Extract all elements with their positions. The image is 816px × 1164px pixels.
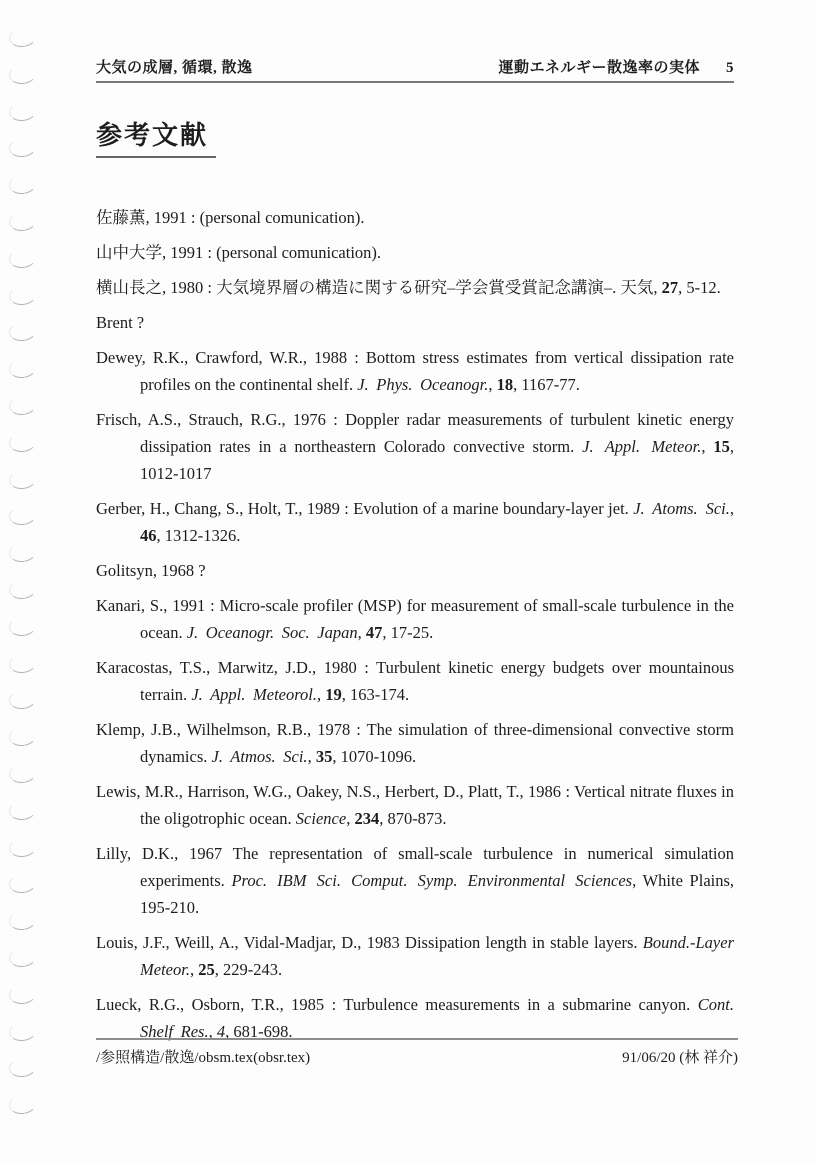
reference-segment: 27	[661, 278, 679, 297]
reference-segment: Lueck, R.G., Osborn, T.R., 1985 : Turbulence measurements in a submarine canyon.	[96, 995, 698, 1014]
binding-hole-mark	[8, 505, 37, 527]
reference-segment: 35	[315, 747, 333, 766]
reference-segment: 横山長之, 1980 : 大気境界層の構造に関する研究–学会賞受賞記念講演–. 天気,	[96, 278, 662, 297]
reference-segment: , 229-243.	[214, 960, 283, 979]
reference-segment: J. Appl. Meteorol.	[191, 685, 317, 704]
binding-hole-mark	[8, 284, 37, 306]
reference-segment: J. Phys. Oceanogr.	[357, 375, 489, 394]
header-running-title-left: 大気の成層, 循環, 散逸	[96, 60, 253, 76]
reference-segment: Kanari, S., 1991 : Micro-scale profiler (MSP) for measurement of small-scale turbulence in the ocean.	[96, 596, 734, 642]
reference-segment: , 870-873.	[379, 809, 447, 828]
reference-segment: 25	[198, 960, 215, 979]
reference-entry	[96, 204, 734, 231]
binding-hole-mark	[8, 211, 37, 233]
reference-entry	[96, 309, 734, 336]
reference-segment: Gerber, H., Chang, S., Holt, T., 1989 : Evolution of a marine boundary-layer jet.	[96, 499, 634, 518]
reference-segment: ,	[317, 685, 326, 704]
binding-hole-mark	[8, 395, 37, 417]
reference-segment: ,	[307, 747, 316, 766]
header-running-title-right: 運動エネルギー散逸率の実体	[498, 60, 700, 76]
reference-segment: , 1012-1017	[140, 437, 734, 483]
reference-segment: Lilly, D.K., 1967 The representation of small-scale turbulence in numerical simulation experiments.	[96, 844, 734, 890]
footer-date-author: 91/06/20 (林 祥介)	[622, 1050, 738, 1066]
spiral-binding	[0, 0, 50, 1164]
reference-segment: Lewis, M.R., Harrison, W.G., Oakey, N.S., Herbert, D., Platt, T., 1986 : Vertical nitrate fluxes in the oligotrophic ocean.	[96, 782, 734, 828]
binding-hole-mark	[8, 799, 37, 821]
reference-segment: Louis, J.F., Weill, A., Vidal-Madjar, D., 1983 Dissipation length in stable layers.	[96, 933, 643, 952]
reference-segment: 18	[496, 375, 514, 394]
binding-hole-mark	[8, 27, 37, 49]
reference-entry	[96, 592, 734, 646]
reference-entry	[96, 406, 734, 487]
reference-segment: 山中大学, 1991 : (personal comunication).	[96, 243, 382, 262]
binding-hole-mark	[8, 431, 37, 453]
binding-hole-mark	[8, 247, 37, 269]
binding-hole-mark	[8, 763, 37, 785]
binding-hole-mark	[8, 63, 37, 85]
reference-entry	[96, 239, 734, 266]
binding-hole-mark	[8, 100, 37, 122]
binding-hole-mark	[8, 873, 37, 895]
reference-segment: , 5-12.	[678, 278, 721, 297]
section-title: 参考文献	[96, 115, 216, 158]
page-number: 5	[726, 60, 734, 76]
reference-segment: J. Atmos. Sci.	[211, 747, 308, 766]
reference-list	[96, 204, 734, 1045]
reference-segment: Proc. IBM Sci. Comput. Symp. Environmental Sciences	[231, 871, 633, 890]
page-header	[96, 56, 734, 83]
reference-segment: ,	[189, 960, 199, 979]
binding-hole-mark	[8, 1020, 37, 1042]
reference-segment: , 1167-77.	[513, 375, 580, 394]
reference-segment: Science	[295, 809, 347, 828]
reference-segment: , 17-25.	[382, 623, 434, 642]
binding-hole-mark	[8, 358, 37, 380]
reference-segment: , 1070-1096.	[332, 747, 417, 766]
binding-hole-mark	[8, 910, 37, 932]
binding-hole-mark	[8, 947, 37, 969]
binding-hole-mark	[8, 615, 37, 637]
reference-segment: 46	[140, 526, 157, 545]
reference-entry	[96, 495, 734, 549]
reference-entry	[96, 557, 734, 584]
reference-segment: J. Oceanogr. Soc. Japan	[186, 623, 358, 642]
reference-segment: ,	[701, 437, 714, 456]
header-right-group	[498, 56, 734, 77]
binding-hole-mark	[8, 321, 37, 343]
reference-entry	[96, 654, 734, 708]
reference-segment: , 1312-1326.	[156, 526, 241, 545]
binding-hole-mark	[8, 1094, 37, 1116]
reference-segment: J. Appl. Meteor.	[582, 437, 702, 456]
binding-hole-mark	[8, 579, 37, 601]
binding-hole-mark	[8, 468, 37, 490]
binding-hole-mark	[8, 836, 37, 858]
reference-segment: 佐藤薫, 1991 : (personal comunication).	[96, 208, 365, 227]
reference-entry	[96, 274, 734, 301]
reference-entry	[96, 778, 734, 832]
reference-segment: J. Atoms. Sci.	[633, 499, 730, 518]
reference-segment: ,	[729, 499, 734, 518]
binding-hole-mark	[8, 174, 37, 196]
page-content	[96, 0, 734, 1053]
reference-segment: Frisch, A.S., Strauch, R.G., 1976 : Doppler radar measurements of turbulent kinetic energy dissipation rates in a northeastern Colorado convective storm.	[96, 410, 734, 456]
reference-entry	[96, 840, 734, 921]
reference-segment: , 163-174.	[341, 685, 410, 704]
binding-hole-mark	[8, 726, 37, 748]
reference-segment: 4	[216, 1022, 226, 1041]
reference-segment: Bound.-Layer Meteor.	[140, 933, 734, 979]
reference-entry	[96, 344, 734, 398]
reference-entry	[96, 991, 734, 1045]
reference-segment: Karacostas, T.S., Marwitz, J.D., 1980 : Turbulent kinetic energy budgets over mountainous terrain.	[96, 658, 734, 704]
reference-segment: 19	[325, 685, 342, 704]
reference-segment: 234	[354, 809, 380, 828]
binding-hole-mark	[8, 542, 37, 564]
reference-entry	[96, 929, 734, 983]
binding-hole-mark	[8, 137, 37, 159]
reference-segment: ,	[346, 809, 355, 828]
reference-segment: ,	[208, 1022, 217, 1041]
reference-segment: ,	[357, 623, 366, 642]
reference-segment: , 681-698.	[225, 1022, 293, 1041]
binding-hole-mark	[8, 1057, 37, 1079]
reference-segment: ,	[488, 375, 497, 394]
reference-segment: 47	[365, 623, 383, 642]
binding-hole-mark	[8, 689, 37, 711]
reference-segment: Brent ?	[96, 313, 145, 332]
binding-hole-mark	[8, 983, 37, 1005]
page-footer	[96, 1038, 738, 1067]
reference-segment: Klemp, J.B., Wilhelmson, R.B., 1978 : The simulation of three-dimensional convective storm dynamics.	[96, 720, 734, 766]
footer-file-path: /参照構造/散逸/obsm.tex(obsr.tex)	[96, 1050, 311, 1066]
binding-hole-mark	[8, 652, 37, 674]
reference-segment: Golitsyn, 1968 ?	[96, 561, 206, 580]
reference-segment: Cont. Shelf Res.	[140, 995, 734, 1041]
section-title-wrap	[96, 115, 734, 158]
reference-segment: , White Plains, 195-210.	[140, 871, 735, 917]
reference-segment: Dewey, R.K., Crawford, W.R., 1988 : Bottom stress estimates from vertical dissipation rate profiles on the continental shelf.	[96, 348, 734, 394]
reference-segment: 15	[713, 437, 730, 456]
reference-entry	[96, 716, 734, 770]
